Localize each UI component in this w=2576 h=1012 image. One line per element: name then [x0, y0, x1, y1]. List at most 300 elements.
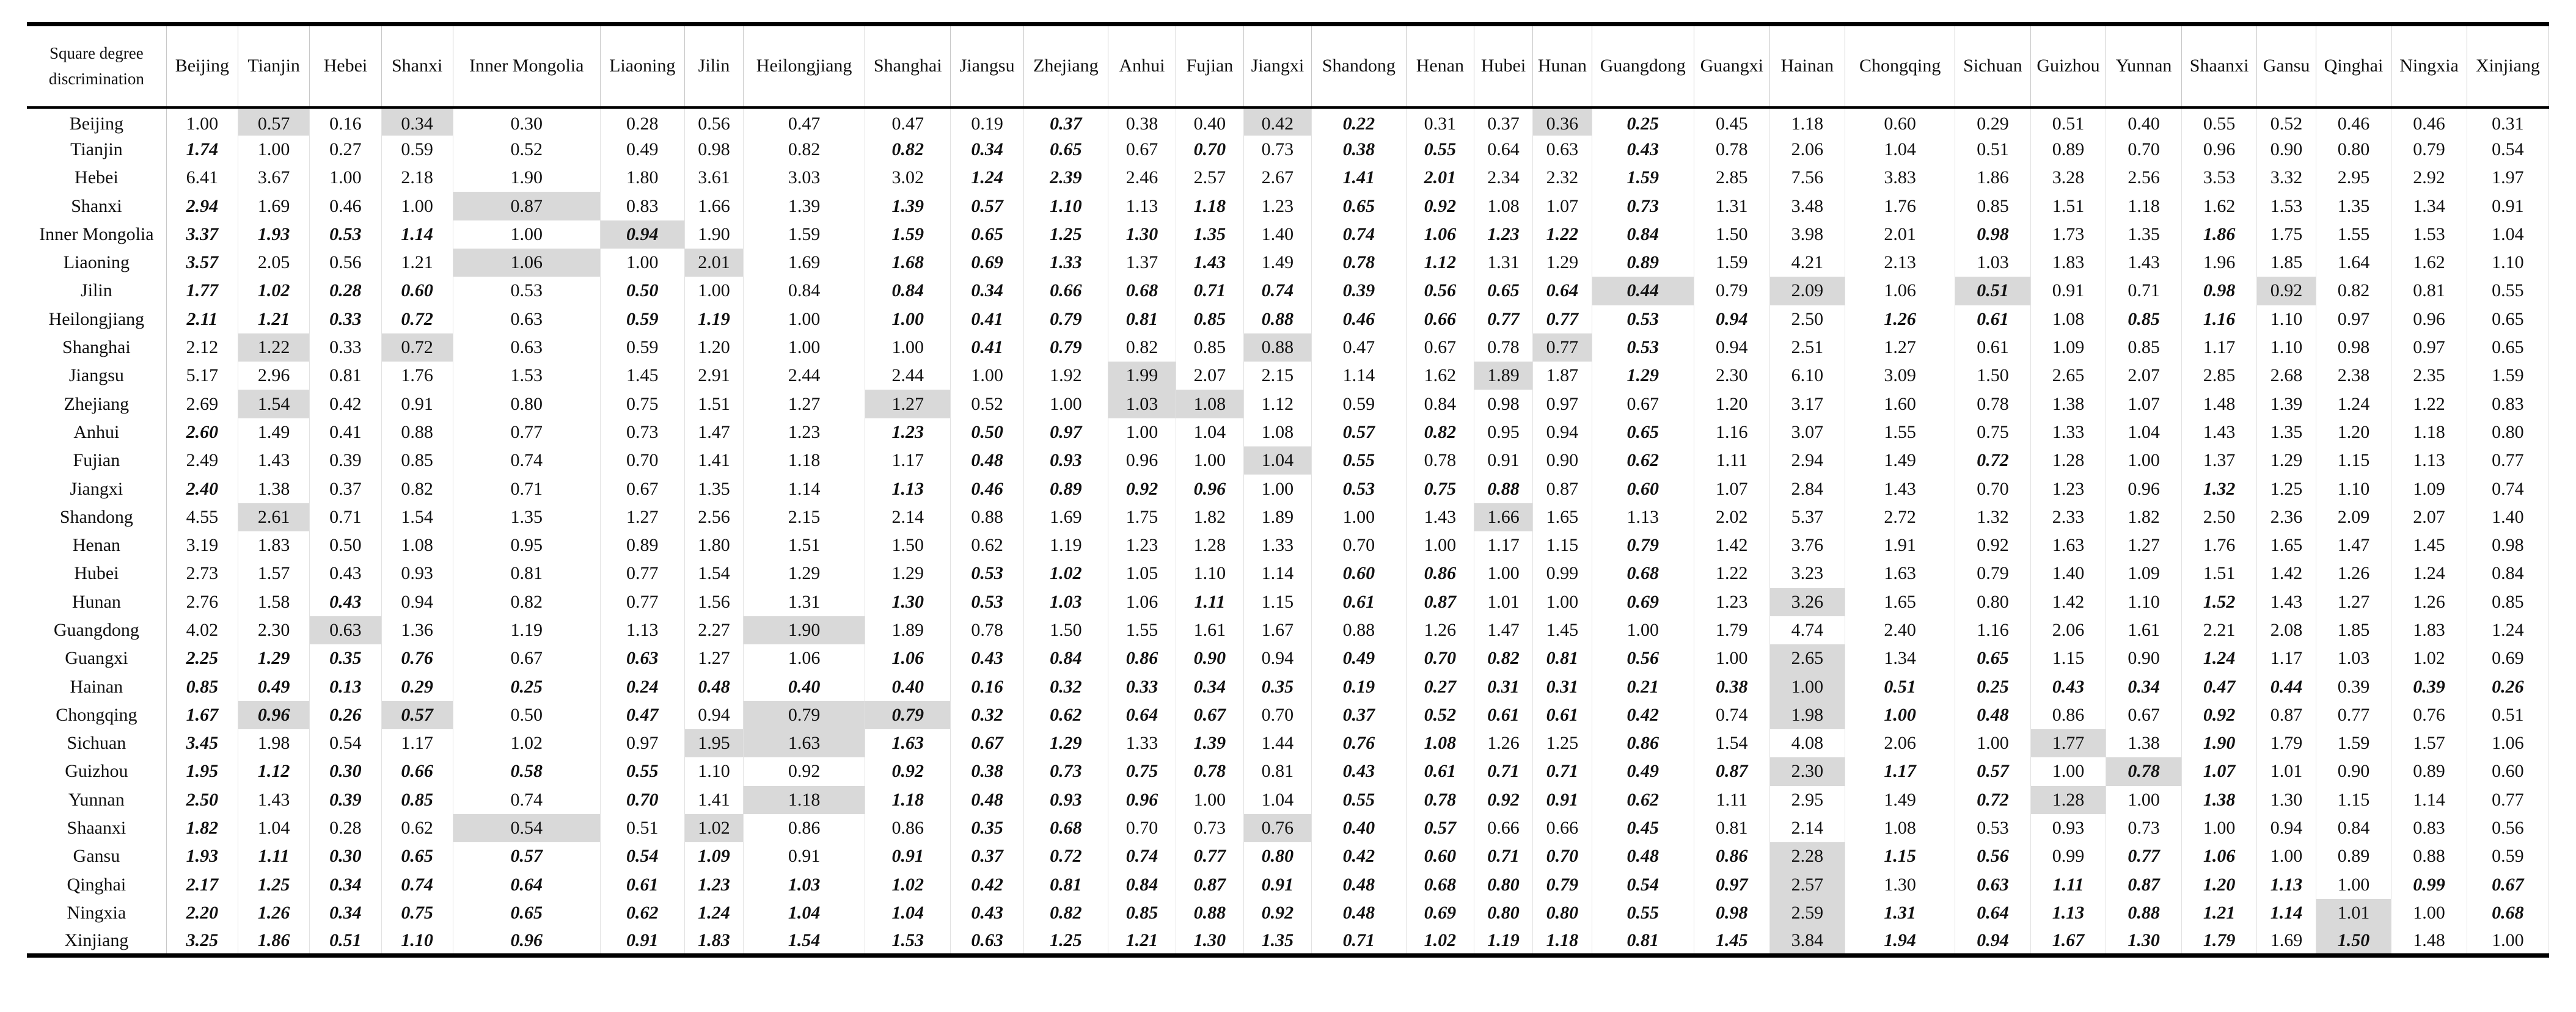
table-cell: 1.90	[453, 164, 600, 192]
column-header: Heilongjiang	[744, 24, 865, 107]
table-cell: 1.24	[2391, 559, 2467, 588]
table-row	[27, 588, 2549, 616]
row-header: Jiangsu	[27, 362, 166, 390]
table-cell: 1.59	[2316, 729, 2391, 757]
table-cell: 0.68	[2467, 899, 2549, 927]
column-header: Tianjin	[238, 24, 310, 107]
table-row	[27, 192, 2549, 220]
table-cell: 1.18	[2391, 418, 2467, 446]
table-cell: 1.62	[1406, 362, 1474, 390]
table-cell: 2.18	[381, 164, 453, 192]
table-cell: 1.25	[1023, 927, 1108, 955]
table-cell: 1.05	[1108, 559, 1176, 588]
table-cell: 1.23	[2030, 475, 2106, 503]
table-cell: 1.16	[1694, 418, 1770, 446]
table-cell: 1.38	[2106, 729, 2182, 757]
table-cell: 0.88	[951, 503, 1023, 531]
table-cell: 1.32	[2181, 475, 2257, 503]
row-header: Heilongjiang	[27, 305, 166, 333]
table-cell: 0.77	[2316, 701, 2391, 729]
table-cell: 2.07	[2391, 503, 2467, 531]
table-row	[27, 757, 2549, 785]
table-cell: 0.66	[1023, 277, 1108, 305]
column-header: Hainan	[1769, 24, 1845, 107]
table-cell: 1.33	[1108, 729, 1176, 757]
table-cell: 1.25	[2257, 475, 2316, 503]
table-cell: 0.94	[2257, 814, 2316, 842]
table-cell: 0.99	[1533, 559, 1592, 588]
table-cell: 1.41	[684, 786, 743, 814]
table-cell: 0.26	[2467, 672, 2549, 701]
table-cell: 0.46	[1311, 305, 1406, 333]
table-cell: 0.75	[600, 390, 684, 418]
table-cell: 0.75	[381, 899, 453, 927]
table-cell: 3.98	[1769, 220, 1845, 249]
row-header: Chongqing	[27, 701, 166, 729]
table-cell: 0.27	[1406, 672, 1474, 701]
discrimination-matrix-table	[27, 22, 2549, 958]
table-row	[27, 277, 2549, 305]
table-cell: 0.94	[1533, 418, 1592, 446]
table-row	[27, 559, 2549, 588]
table-cell: 0.89	[1023, 475, 1108, 503]
table-cell: 6.10	[1769, 362, 1845, 390]
table-cell: 1.35	[1176, 220, 1243, 249]
table-cell: 2.30	[1769, 757, 1845, 785]
table-cell: 1.08	[381, 531, 453, 559]
table-cell: 1.66	[1474, 503, 1532, 531]
table-cell: 0.84	[1108, 871, 1176, 899]
table-cell: 0.81	[453, 559, 600, 588]
table-cell: 2.69	[166, 390, 238, 418]
table-cell: 1.15	[2316, 786, 2391, 814]
table-container	[27, 22, 2549, 958]
table-cell: 1.24	[951, 164, 1023, 192]
table-cell: 1.00	[2257, 842, 2316, 870]
table-cell: 0.57	[1406, 814, 1474, 842]
table-cell: 1.09	[2391, 475, 2467, 503]
table-cell: 2.34	[1474, 164, 1532, 192]
table-cell: 1.64	[2316, 249, 2391, 277]
table-cell: 2.56	[684, 503, 743, 531]
table-cell: 1.79	[2257, 729, 2316, 757]
table-cell: 1.03	[2316, 644, 2391, 672]
table-cell: 0.88	[1311, 616, 1406, 644]
table-cell: 1.08	[1474, 192, 1532, 220]
table-cell: 2.95	[1769, 786, 1845, 814]
table-cell: 0.55	[600, 757, 684, 785]
table-cell: 0.86	[1694, 842, 1770, 870]
table-row	[27, 475, 2549, 503]
table-cell: 0.34	[310, 899, 381, 927]
table-row	[27, 390, 2549, 418]
row-header: Inner Mongolia	[27, 220, 166, 249]
table-cell: 0.76	[1243, 814, 1311, 842]
row-header: Guizhou	[27, 757, 166, 785]
table-cell: 1.03	[1955, 249, 2031, 277]
table-cell: 0.38	[1311, 136, 1406, 164]
table-cell: 0.51	[600, 814, 684, 842]
table-cell: 0.66	[1474, 814, 1532, 842]
table-cell: 2.15	[744, 503, 865, 531]
table-cell: 0.83	[2391, 814, 2467, 842]
table-cell: 1.20	[2181, 871, 2257, 899]
table-cell: 0.71	[453, 475, 600, 503]
table-cell: 0.60	[1845, 107, 1955, 136]
table-cell: 0.64	[1955, 899, 2031, 927]
column-header: Henan	[1406, 24, 1474, 107]
table-cell: 0.78	[1694, 136, 1770, 164]
table-cell: 0.67	[1176, 701, 1243, 729]
table-cell: 1.57	[2391, 729, 2467, 757]
table-cell: 0.79	[1694, 277, 1770, 305]
table-cell: 1.43	[2181, 418, 2257, 446]
table-cell: 0.78	[1406, 786, 1474, 814]
table-cell: 1.04	[865, 899, 951, 927]
table-cell: 2.57	[1176, 164, 1243, 192]
table-cell: 1.35	[2257, 418, 2316, 446]
table-cell: 0.16	[951, 672, 1023, 701]
column-header: Beijing	[166, 24, 238, 107]
table-row	[27, 362, 2549, 390]
table-cell: 0.77	[453, 418, 600, 446]
table-cell: 0.82	[2316, 277, 2391, 305]
table-cell: 1.07	[1533, 192, 1592, 220]
table-cell: 0.92	[2257, 277, 2316, 305]
table-cell: 0.63	[453, 333, 600, 362]
table-cell: 0.78	[1474, 333, 1532, 362]
table-cell: 1.69	[744, 249, 865, 277]
column-header: Fujian	[1176, 24, 1243, 107]
table-cell: 1.00	[600, 249, 684, 277]
table-cell: 1.25	[238, 871, 310, 899]
table-cell: 3.09	[1845, 362, 1955, 390]
table-cell: 1.14	[2257, 899, 2316, 927]
table-cell: 0.82	[744, 136, 865, 164]
table-cell: 0.98	[2316, 333, 2391, 362]
table-cell: 1.00	[865, 305, 951, 333]
table-cell: 1.37	[1108, 249, 1176, 277]
table-cell: 2.06	[1845, 729, 1955, 757]
table-cell: 0.72	[1023, 842, 1108, 870]
table-cell: 0.69	[1592, 588, 1694, 616]
table-cell: 3.03	[744, 164, 865, 192]
table-row	[27, 503, 2549, 531]
table-cell: 0.47	[1311, 333, 1406, 362]
table-cell: 0.60	[2467, 757, 2549, 785]
row-header: Hainan	[27, 672, 166, 701]
corner-header: Square degree discrimination	[27, 24, 166, 107]
table-cell: 0.84	[1592, 220, 1694, 249]
table-cell: 2.65	[1769, 644, 1845, 672]
table-cell: 1.27	[865, 390, 951, 418]
table-cell: 1.06	[2467, 729, 2549, 757]
table-cell: 1.23	[1243, 192, 1311, 220]
table-cell: 0.51	[1845, 672, 1955, 701]
table-cell: 0.84	[865, 277, 951, 305]
table-cell: 1.00	[1592, 616, 1694, 644]
table-cell: 1.13	[2391, 446, 2467, 475]
table-cell: 0.97	[1694, 871, 1770, 899]
table-cell: 0.48	[951, 786, 1023, 814]
table-cell: 1.06	[1845, 277, 1955, 305]
table-cell: 0.57	[453, 842, 600, 870]
table-cell: 0.80	[1243, 842, 1311, 870]
table-cell: 1.17	[1845, 757, 1955, 785]
column-header: Guangxi	[1694, 24, 1770, 107]
table-cell: 1.08	[2030, 305, 2106, 333]
table-cell: 0.92	[1243, 899, 1311, 927]
table-cell: 0.77	[600, 559, 684, 588]
table-cell: 3.57	[166, 249, 238, 277]
table-cell: 1.34	[2391, 192, 2467, 220]
table-cell: 3.48	[1769, 192, 1845, 220]
table-cell: 1.89	[1474, 362, 1532, 390]
table-cell: 0.81	[1023, 871, 1108, 899]
table-cell: 1.55	[2316, 220, 2391, 249]
table-cell: 2.65	[2030, 362, 2106, 390]
column-header: Sichuan	[1955, 24, 2031, 107]
table-row	[27, 644, 2549, 672]
row-header: Jiangxi	[27, 475, 166, 503]
table-cell: 0.87	[1533, 475, 1592, 503]
table-row	[27, 107, 2549, 136]
table-cell: 0.53	[453, 277, 600, 305]
table-cell: 0.92	[865, 757, 951, 785]
table-cell: 1.19	[1474, 927, 1532, 955]
table-cell: 2.85	[1694, 164, 1770, 192]
table-cell: 5.37	[1769, 503, 1845, 531]
table-cell: 1.59	[744, 220, 865, 249]
table-cell: 2.14	[865, 503, 951, 531]
table-cell: 0.87	[2106, 871, 2182, 899]
table-cell: 5.17	[166, 362, 238, 390]
table-cell: 1.80	[684, 531, 743, 559]
row-header: Gansu	[27, 842, 166, 870]
table-cell: 0.96	[2391, 305, 2467, 333]
table-cell: 1.16	[2181, 305, 2257, 333]
table-cell: 1.14	[2391, 786, 2467, 814]
table-cell: 0.31	[1474, 672, 1532, 701]
table-cell: 0.54	[310, 729, 381, 757]
table-cell: 0.83	[600, 192, 684, 220]
table-cell: 0.37	[1023, 107, 1108, 136]
table-cell: 0.53	[310, 220, 381, 249]
table-cell: 0.25	[453, 672, 600, 701]
table-cell: 0.87	[1694, 757, 1770, 785]
table-cell: 1.59	[1592, 164, 1694, 192]
table-cell: 3.84	[1769, 927, 1845, 955]
table-cell: 1.73	[2030, 220, 2106, 249]
table-cell: 0.88	[1176, 899, 1243, 927]
table-cell: 1.06	[1406, 220, 1474, 249]
table-cell: 1.20	[684, 333, 743, 362]
table-cell: 1.63	[1845, 559, 1955, 588]
table-cell: 0.86	[2030, 701, 2106, 729]
table-cell: 0.97	[2391, 333, 2467, 362]
table-cell: 0.61	[1955, 305, 2031, 333]
table-cell: 3.45	[166, 729, 238, 757]
table-cell: 2.51	[1769, 333, 1845, 362]
table-cell: 1.54	[381, 503, 453, 531]
table-cell: 1.10	[381, 927, 453, 955]
table-cell: 1.06	[453, 249, 600, 277]
table-cell: 0.93	[2030, 814, 2106, 842]
table-row	[27, 672, 2549, 701]
table-cell: 0.93	[1023, 446, 1108, 475]
table-cell: 1.29	[238, 644, 310, 672]
table-cell: 0.94	[381, 588, 453, 616]
row-header: Hunan	[27, 588, 166, 616]
table-cell: 1.69	[1023, 503, 1108, 531]
table-cell: 0.26	[310, 701, 381, 729]
table-cell: 0.63	[600, 644, 684, 672]
table-cell: 0.30	[310, 842, 381, 870]
table-cell: 0.39	[1311, 277, 1406, 305]
table-cell: 0.78	[951, 616, 1023, 644]
table-cell: 1.30	[2257, 786, 2316, 814]
table-cell: 0.61	[1955, 333, 2031, 362]
table-cell: 4.08	[1769, 729, 1845, 757]
table-cell: 0.98	[2181, 277, 2257, 305]
table-cell: 1.40	[2467, 503, 2549, 531]
table-cell: 1.82	[166, 814, 238, 842]
table-cell: 0.48	[1955, 701, 2031, 729]
column-header: Hunan	[1533, 24, 1592, 107]
table-row	[27, 927, 2549, 955]
table-cell: 2.49	[166, 446, 238, 475]
column-header: Shandong	[1311, 24, 1406, 107]
row-header: Shanghai	[27, 333, 166, 362]
table-cell: 0.90	[2106, 644, 2182, 672]
table-cell: 2.40	[1845, 616, 1955, 644]
table-cell: 1.03	[744, 871, 865, 899]
table-cell: 0.92	[1955, 531, 2031, 559]
table-cell: 0.49	[238, 672, 310, 701]
table-cell: 1.40	[2030, 559, 2106, 588]
table-cell: 1.00	[1406, 531, 1474, 559]
table-cell: 0.96	[2106, 475, 2182, 503]
table-cell: 0.73	[1592, 192, 1694, 220]
table-cell: 1.07	[2106, 390, 2182, 418]
table-cell: 0.68	[1406, 871, 1474, 899]
table-cell: 1.59	[1694, 249, 1770, 277]
table-cell: 1.43	[238, 786, 310, 814]
table-cell: 1.04	[1243, 446, 1311, 475]
table-cell: 0.67	[453, 644, 600, 672]
table-cell: 0.47	[600, 701, 684, 729]
table-cell: 0.42	[1311, 842, 1406, 870]
table-cell: 2.05	[238, 249, 310, 277]
column-header: Inner Mongolia	[453, 24, 600, 107]
table-cell: 0.46	[2316, 107, 2391, 136]
table-cell: 0.37	[1474, 107, 1532, 136]
table-cell: 1.33	[1243, 531, 1311, 559]
table-cell: 0.49	[1592, 757, 1694, 785]
table-cell: 1.65	[1533, 503, 1592, 531]
table-cell: 0.87	[453, 192, 600, 220]
table-cell: 1.00	[744, 333, 865, 362]
table-cell: 1.26	[2391, 588, 2467, 616]
table-cell: 1.67	[166, 701, 238, 729]
table-cell: 1.13	[600, 616, 684, 644]
table-cell: 0.70	[1406, 644, 1474, 672]
table-cell: 1.09	[2106, 559, 2182, 588]
column-header: Ningxia	[2391, 24, 2467, 107]
table-cell: 1.41	[684, 446, 743, 475]
table-cell: 1.65	[2257, 531, 2316, 559]
table-cell: 1.49	[1845, 786, 1955, 814]
row-header: Tianjin	[27, 136, 166, 164]
table-cell: 0.43	[2030, 672, 2106, 701]
table-cell: 0.96	[1108, 786, 1176, 814]
table-cell: 1.08	[1845, 814, 1955, 842]
table-cell: 0.37	[951, 842, 1023, 870]
table-cell: 1.24	[684, 899, 743, 927]
table-cell: 1.89	[1243, 503, 1311, 531]
table-cell: 0.65	[2467, 305, 2549, 333]
table-cell: 1.37	[2181, 446, 2257, 475]
table-cell: 1.07	[1694, 475, 1770, 503]
table-cell: 1.22	[1533, 220, 1592, 249]
table-cell: 1.13	[865, 475, 951, 503]
table-cell: 0.31	[1533, 672, 1592, 701]
table-cell: 0.98	[1694, 899, 1770, 927]
table-cell: 0.82	[1108, 333, 1176, 362]
table-cell: 1.11	[1694, 786, 1770, 814]
table-header-row	[27, 24, 2549, 107]
table-cell: 0.40	[1311, 814, 1406, 842]
table-cell: 0.92	[2181, 701, 2257, 729]
table-cell: 0.85	[1176, 305, 1243, 333]
table-cell: 0.62	[951, 531, 1023, 559]
table-cell: 1.15	[2030, 644, 2106, 672]
table-cell: 0.91	[600, 927, 684, 955]
table-cell: 2.27	[684, 616, 743, 644]
column-header: Qinghai	[2316, 24, 2391, 107]
table-cell: 0.48	[684, 672, 743, 701]
table-cell: 0.64	[453, 871, 600, 899]
table-cell: 1.00	[2467, 927, 2549, 955]
table-cell: 1.10	[2316, 475, 2391, 503]
table-cell: 0.39	[2316, 672, 2391, 701]
table-cell: 2.94	[1769, 446, 1845, 475]
table-cell: 1.53	[865, 927, 951, 955]
table-cell: 1.26	[2316, 559, 2391, 588]
table-cell: 0.38	[1694, 672, 1770, 701]
table-cell: 0.28	[310, 814, 381, 842]
table-cell: 0.83	[2467, 390, 2549, 418]
table-cell: 1.77	[2030, 729, 2106, 757]
table-cell: 1.93	[238, 220, 310, 249]
table-cell: 0.71	[1474, 757, 1532, 785]
table-cell: 1.54	[744, 927, 865, 955]
table-cell: 1.43	[1176, 249, 1243, 277]
table-cell: 0.88	[2391, 842, 2467, 870]
table-cell: 0.30	[310, 757, 381, 785]
table-cell: 3.32	[2257, 164, 2316, 192]
table-cell: 0.49	[600, 136, 684, 164]
table-cell: 1.02	[2391, 644, 2467, 672]
table-cell: 1.49	[1845, 446, 1955, 475]
table-cell: 2.01	[684, 249, 743, 277]
table-cell: 2.68	[2257, 362, 2316, 390]
table-cell: 0.81	[1243, 757, 1311, 785]
table-cell: 0.64	[1108, 701, 1176, 729]
table-cell: 1.31	[1845, 899, 1955, 927]
table-cell: 3.53	[2181, 164, 2257, 192]
table-cell: 2.07	[1176, 362, 1243, 390]
